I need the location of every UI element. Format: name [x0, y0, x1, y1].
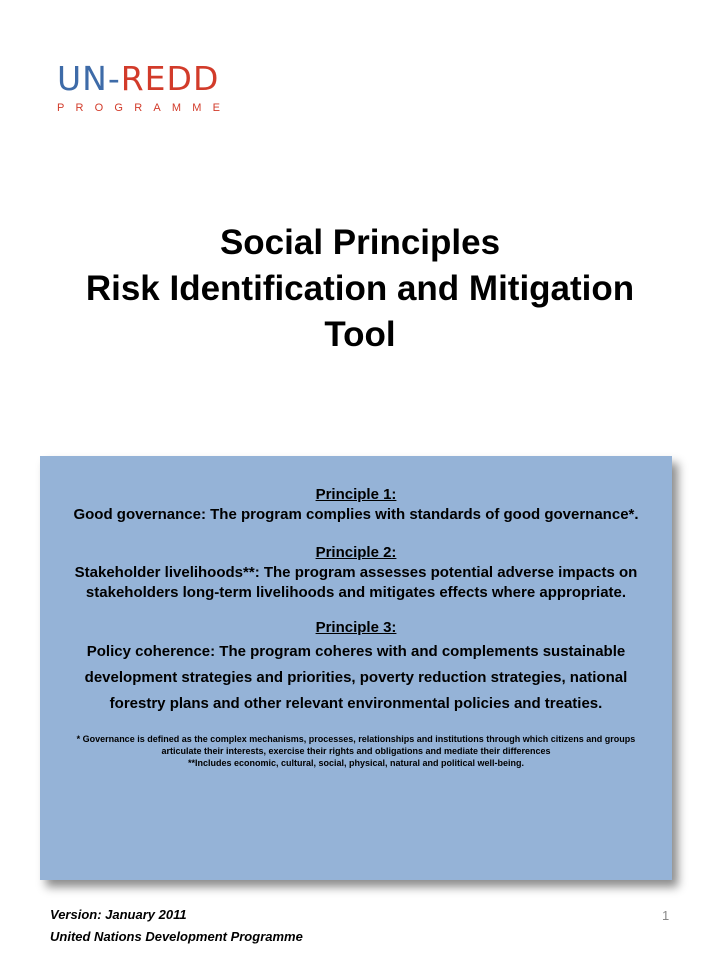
logo-redd-text: REDD [120, 59, 220, 98]
principle-2-text: Stakeholder livelihoods**: The program assesses potential adverse impacts on stakeholders long-term livelihoods and mitigates effects where appropriate. [74, 564, 638, 601]
document-title [0, 220, 720, 358]
principle-1-heading: Principle 1: [315, 486, 397, 503]
title-line-1: Social Principles [219, 223, 501, 262]
version-text: Version: January 2011 [50, 907, 187, 922]
title-line-3: Tool [324, 315, 396, 354]
logo-un-text: UN- [57, 59, 121, 98]
un-redd-logo [57, 59, 232, 114]
principle-2 [56, 543, 656, 603]
footnote-governance: * Governance is defined as the complex mechanisms, processes, relationships and institutions through which citizens and groups articulate their interests, exercise their rights and obligations and mediate their differences [76, 734, 636, 756]
principle-3 [56, 617, 656, 717]
page-number: 1 [662, 908, 670, 923]
logo-programme-text: PROGRAMME [57, 102, 232, 114]
principle-2-heading: Principle 2: [315, 544, 397, 561]
principle-3-text: Policy coherence: The program coheres with and complements sustainable development strategies and priorities, poverty reduction strategies, national forestry plans and other relevant environmental policies and treaties. [84, 643, 628, 712]
title-line-2: Risk Identification and Mitigation [85, 269, 635, 308]
logo-wordmark [57, 59, 231, 98]
footnote-livelihoods: **Includes economic, cultural, social, physical, natural and political well-being. [187, 758, 525, 768]
principle-1-text: Good governance: The program complies with standards of good governance*. [73, 506, 639, 523]
principle-3-heading: Principle 3: [315, 619, 397, 636]
organization-text: United Nations Development Programme [50, 929, 303, 944]
principle-1 [56, 485, 656, 525]
footer [50, 904, 303, 948]
footnotes [56, 733, 656, 769]
principles-box [40, 456, 672, 880]
